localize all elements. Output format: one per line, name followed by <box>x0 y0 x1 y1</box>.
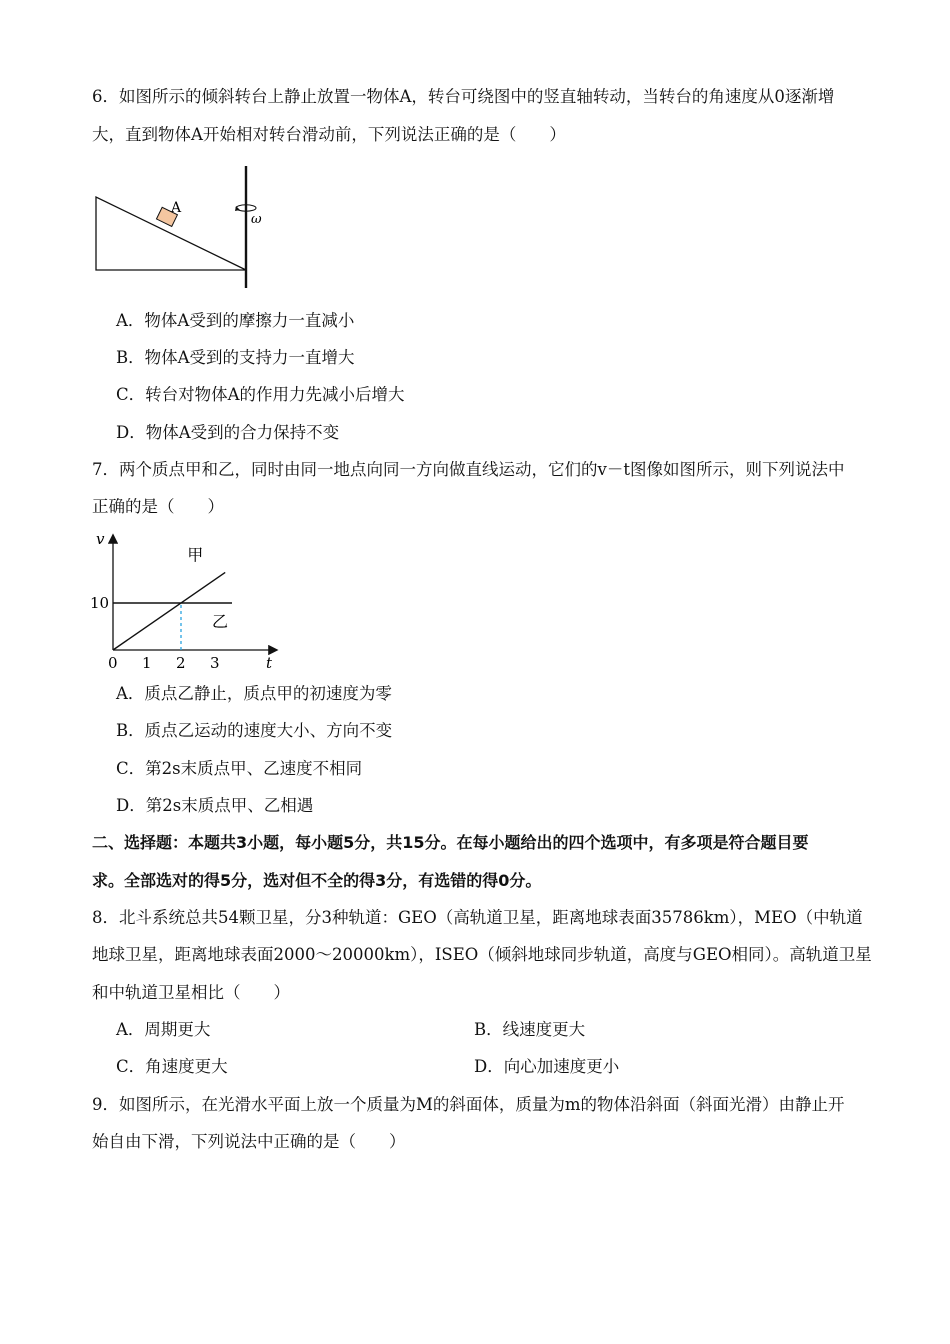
y-axis-label: v <box>96 530 105 548</box>
q6-option-a: A．物体A受到的摩擦力一直减小 <box>116 311 355 330</box>
q9-stem-line1: 9．如图所示，在光滑水平面上放一个质量为M的斜面体，质量为m的物体沿斜面（斜面光滑）由静止开 <box>92 1095 845 1114</box>
q7-option-d: D．第2s末质点甲、乙相遇 <box>116 796 314 815</box>
series-label-1: 甲 <box>187 545 204 565</box>
y-tick-label: 10 <box>90 594 110 612</box>
q6-figure-turntable <box>90 160 280 292</box>
q6-stem-line1: 6．如图所示的倾斜转台上静止放置一物体A，转台可绕图中的竖直轴转动，当转台的角速度从0逐渐增 <box>92 87 835 106</box>
q7-option-b: B．质点乙运动的速度大小、方向不变 <box>116 721 393 740</box>
q7-vt-chart <box>88 528 288 674</box>
q6-option-b: B．物体A受到的支持力一直增大 <box>116 348 355 367</box>
q7-option-a: A．质点乙静止，质点甲的初速度为零 <box>116 684 392 703</box>
q6-option-c: C．转台对物体A的作用力先减小后增大 <box>116 385 405 404</box>
q8-stem-line2: 地球卫星，距离地球表面2000～20000km），ISEO（倾斜地球同步轨道，高度与GEO相同）。高轨道卫星 <box>92 945 872 964</box>
x-tick-label: 1 <box>142 654 152 672</box>
q6-option-d: D．物体A受到的合力保持不变 <box>116 423 340 442</box>
x-tick-label: 0 <box>108 654 118 672</box>
section2-heading-line1: 二、选择题：本题共3小题，每小题5分，共15分。在每小题给出的四个选项中，有多项是符合题目要 <box>92 833 809 852</box>
block-a-label: A <box>171 200 182 216</box>
q8-stem-line3: 和中轨道卫星相比（ ） <box>92 983 290 1002</box>
q8-stem-line1: 8．北斗系统总共54颗卫星，分3种轨道：GEO（高轨道卫星，距离地球表面35786km），MEO（中轨道 <box>92 908 863 927</box>
q9-stem-line2: 始自由下滑，下列说法中正确的是（ ） <box>92 1132 406 1151</box>
q7-option-c: C．第2s末质点甲、乙速度不相同 <box>116 759 363 778</box>
x-tick-label: 3 <box>210 654 220 672</box>
section2-heading-line2: 求。全部选对的得5分，选对但不全的得3分，有选错的得0分。 <box>92 871 542 890</box>
x-axis-label: t <box>266 654 273 672</box>
omega-label: ω <box>251 212 262 227</box>
q8-option-c: C．角速度更大 <box>116 1057 228 1076</box>
q7-stem-line2: 正确的是（ ） <box>92 497 224 516</box>
q7-stem-line1: 7．两个质点甲和乙，同时由同一地点向同一方向做直线运动，它们的v－t图像如图所示，则下列说法中 <box>92 460 845 479</box>
q8-option-a: A．周期更大 <box>116 1020 211 1039</box>
series-label-2: 乙 <box>212 612 229 631</box>
series-line-1 <box>113 572 225 650</box>
x-tick-label: 2 <box>176 654 186 672</box>
q8-option-d: D．向心加速度更小 <box>474 1057 620 1076</box>
q8-option-b: B．线速度更大 <box>474 1020 586 1039</box>
q6-stem-line2: 大，直到物体A开始相对转台滑动前，下列说法正确的是（ ） <box>92 125 566 144</box>
